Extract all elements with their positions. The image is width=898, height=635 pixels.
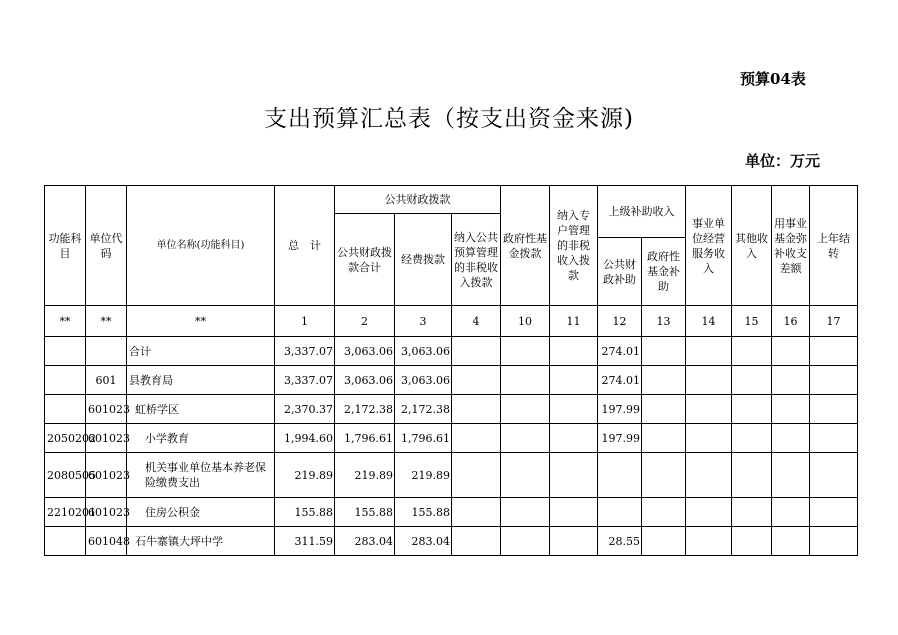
other-cell xyxy=(732,453,772,498)
superior-public-cell xyxy=(598,498,642,527)
nontax-cell xyxy=(452,395,501,424)
column-number: 3 xyxy=(395,306,452,337)
funding-cell: 155.88 xyxy=(395,498,452,527)
special-cell xyxy=(550,527,598,556)
table-row xyxy=(45,453,858,498)
column-number: 12 xyxy=(598,306,642,337)
column-number: ** xyxy=(127,306,275,337)
column-number: 16 xyxy=(772,306,810,337)
unit-name-cell: 虹桥学区 xyxy=(127,395,275,424)
carryover-cell xyxy=(810,337,858,366)
superior-gov-cell xyxy=(642,424,686,453)
special-cell xyxy=(550,453,598,498)
column-number-row xyxy=(45,306,858,337)
page-title: 支出预算汇总表（按支出资金来源) xyxy=(264,106,634,132)
deficit-cell xyxy=(772,337,810,366)
func-code-cell: 2210201 xyxy=(45,498,86,527)
carryover-cell xyxy=(810,366,858,395)
special-cell xyxy=(550,337,598,366)
superior-public-cell: 274.01 xyxy=(598,366,642,395)
unit-name-cell: 机关事业单位基本养老保险缴费支出 xyxy=(127,453,275,498)
total-cell: 3,337.07 xyxy=(275,337,335,366)
special-cell xyxy=(550,366,598,395)
nontax-cell xyxy=(452,366,501,395)
deficit-cell xyxy=(772,498,810,527)
business-cell xyxy=(686,498,732,527)
column-number: 15 xyxy=(732,306,772,337)
unit-label: 单位：万元 xyxy=(745,152,821,170)
func-code-cell xyxy=(45,527,86,556)
business-cell xyxy=(686,366,732,395)
business-cell xyxy=(686,337,732,366)
other-cell xyxy=(732,366,772,395)
unit-name-cell: 石牛寨镇大坪中学 xyxy=(127,527,275,556)
special-cell xyxy=(550,498,598,527)
unit-code-cell xyxy=(86,337,127,366)
deficit-cell xyxy=(772,453,810,498)
column-number: 10 xyxy=(501,306,550,337)
public-subtotal-cell: 283.04 xyxy=(335,527,395,556)
column-number: ** xyxy=(45,306,86,337)
column-number: 2 xyxy=(335,306,395,337)
carryover-cell xyxy=(810,527,858,556)
public-subtotal-cell: 3,063.06 xyxy=(335,337,395,366)
business-cell xyxy=(686,453,732,498)
table-row xyxy=(45,395,858,424)
header-nontax: 纳入公共预算管理的非税收入拨款 xyxy=(452,214,501,306)
gov-fund-cell xyxy=(501,453,550,498)
column-number: ** xyxy=(86,306,127,337)
public-subtotal-cell: 1,796.61 xyxy=(335,424,395,453)
funding-cell: 3,063.06 xyxy=(395,337,452,366)
gov-fund-cell xyxy=(501,366,550,395)
header-special: 纳入专户管理的非税收入拨款 xyxy=(550,186,598,306)
column-number: 17 xyxy=(810,306,858,337)
unit-code-cell: 601048 xyxy=(86,527,127,556)
funding-cell: 283.04 xyxy=(395,527,452,556)
deficit-cell xyxy=(772,366,810,395)
unit-name-cell: 县教育局 xyxy=(127,366,275,395)
superior-public-cell: 274.01 xyxy=(598,337,642,366)
header-gov-fund: 政府性基金拨款 xyxy=(501,186,550,306)
carryover-cell xyxy=(810,395,858,424)
table-row xyxy=(45,424,858,453)
nontax-cell xyxy=(452,498,501,527)
special-cell xyxy=(550,395,598,424)
header-deficit: 用事业基金弥补收支差额 xyxy=(772,186,810,306)
superior-public-cell: 197.99 xyxy=(598,395,642,424)
gov-fund-cell xyxy=(501,337,550,366)
other-cell xyxy=(732,337,772,366)
header-public-finance: 公共财政拨款 xyxy=(335,186,501,214)
header-superior: 上级补助收入 xyxy=(598,186,686,238)
table-row xyxy=(45,366,858,395)
superior-gov-cell xyxy=(642,395,686,424)
header-unit-code: 单位代码 xyxy=(86,186,127,306)
total-cell: 1,994.60 xyxy=(275,424,335,453)
nontax-cell xyxy=(452,424,501,453)
table-row xyxy=(45,527,858,556)
header-unit-name: 单位名称(功能科目) xyxy=(127,186,275,306)
unit-code-cell: 601023 xyxy=(86,395,127,424)
nontax-cell xyxy=(452,337,501,366)
superior-gov-cell xyxy=(642,337,686,366)
nontax-cell xyxy=(452,527,501,556)
form-number: 预算04表 xyxy=(740,70,806,88)
other-cell xyxy=(732,498,772,527)
public-subtotal-cell: 219.89 xyxy=(335,453,395,498)
header-superior-gov: 政府性基金补助 xyxy=(642,238,686,306)
superior-public-cell: 28.55 xyxy=(598,527,642,556)
func-code-cell xyxy=(45,395,86,424)
total-cell: 2,370.37 xyxy=(275,395,335,424)
unit-code-cell: 601023 xyxy=(86,453,127,498)
superior-gov-cell xyxy=(642,453,686,498)
func-code-cell xyxy=(45,366,86,395)
header-total: 总 计 xyxy=(275,186,335,306)
func-code-cell xyxy=(45,337,86,366)
column-number: 4 xyxy=(452,306,501,337)
funding-cell: 219.89 xyxy=(395,453,452,498)
gov-fund-cell xyxy=(501,424,550,453)
gov-fund-cell xyxy=(501,498,550,527)
superior-gov-cell xyxy=(642,498,686,527)
total-cell: 3,337.07 xyxy=(275,366,335,395)
special-cell xyxy=(550,424,598,453)
carryover-cell xyxy=(810,453,858,498)
other-cell xyxy=(732,424,772,453)
column-number: 14 xyxy=(686,306,732,337)
total-cell: 311.59 xyxy=(275,527,335,556)
func-code-cell: 2080505 xyxy=(45,453,86,498)
deficit-cell xyxy=(772,424,810,453)
total-cell: 155.88 xyxy=(275,498,335,527)
superior-public-cell xyxy=(598,453,642,498)
table-row xyxy=(45,337,858,366)
carryover-cell xyxy=(810,424,858,453)
other-cell xyxy=(732,527,772,556)
unit-code-cell: 601023 xyxy=(86,424,127,453)
business-cell xyxy=(686,424,732,453)
budget-table xyxy=(44,185,858,556)
header-funding: 经费拨款 xyxy=(395,214,452,306)
carryover-cell xyxy=(810,498,858,527)
table-row xyxy=(45,498,858,527)
public-subtotal-cell: 155.88 xyxy=(335,498,395,527)
header-superior-public: 公共财政补助 xyxy=(598,238,642,306)
business-cell xyxy=(686,527,732,556)
other-cell xyxy=(732,395,772,424)
total-cell: 219.89 xyxy=(275,453,335,498)
column-number: 11 xyxy=(550,306,598,337)
unit-name-cell: 合计 xyxy=(127,337,275,366)
deficit-cell xyxy=(772,527,810,556)
public-subtotal-cell: 2,172.38 xyxy=(335,395,395,424)
column-number: 1 xyxy=(275,306,335,337)
header-func-code: 功能科目 xyxy=(45,186,86,306)
business-cell xyxy=(686,395,732,424)
superior-public-cell: 197.99 xyxy=(598,424,642,453)
funding-cell: 1,796.61 xyxy=(395,424,452,453)
nontax-cell xyxy=(452,453,501,498)
funding-cell: 3,063.06 xyxy=(395,366,452,395)
header-other: 其他收入 xyxy=(732,186,772,306)
func-code-cell: 2050202 xyxy=(45,424,86,453)
funding-cell: 2,172.38 xyxy=(395,395,452,424)
unit-name-cell: 住房公积金 xyxy=(127,498,275,527)
public-subtotal-cell: 3,063.06 xyxy=(335,366,395,395)
header-business: 事业单位经营服务收入 xyxy=(686,186,732,306)
superior-gov-cell xyxy=(642,366,686,395)
gov-fund-cell xyxy=(501,395,550,424)
header-carryover: 上年结转 xyxy=(810,186,858,306)
unit-code-cell: 601 xyxy=(86,366,127,395)
gov-fund-cell xyxy=(501,527,550,556)
unit-code-cell: 601023 xyxy=(86,498,127,527)
header-public-subtotal: 公共财政拨款合计 xyxy=(335,214,395,306)
unit-name-cell: 小学教育 xyxy=(127,424,275,453)
deficit-cell xyxy=(772,395,810,424)
column-number: 13 xyxy=(642,306,686,337)
superior-gov-cell xyxy=(642,527,686,556)
